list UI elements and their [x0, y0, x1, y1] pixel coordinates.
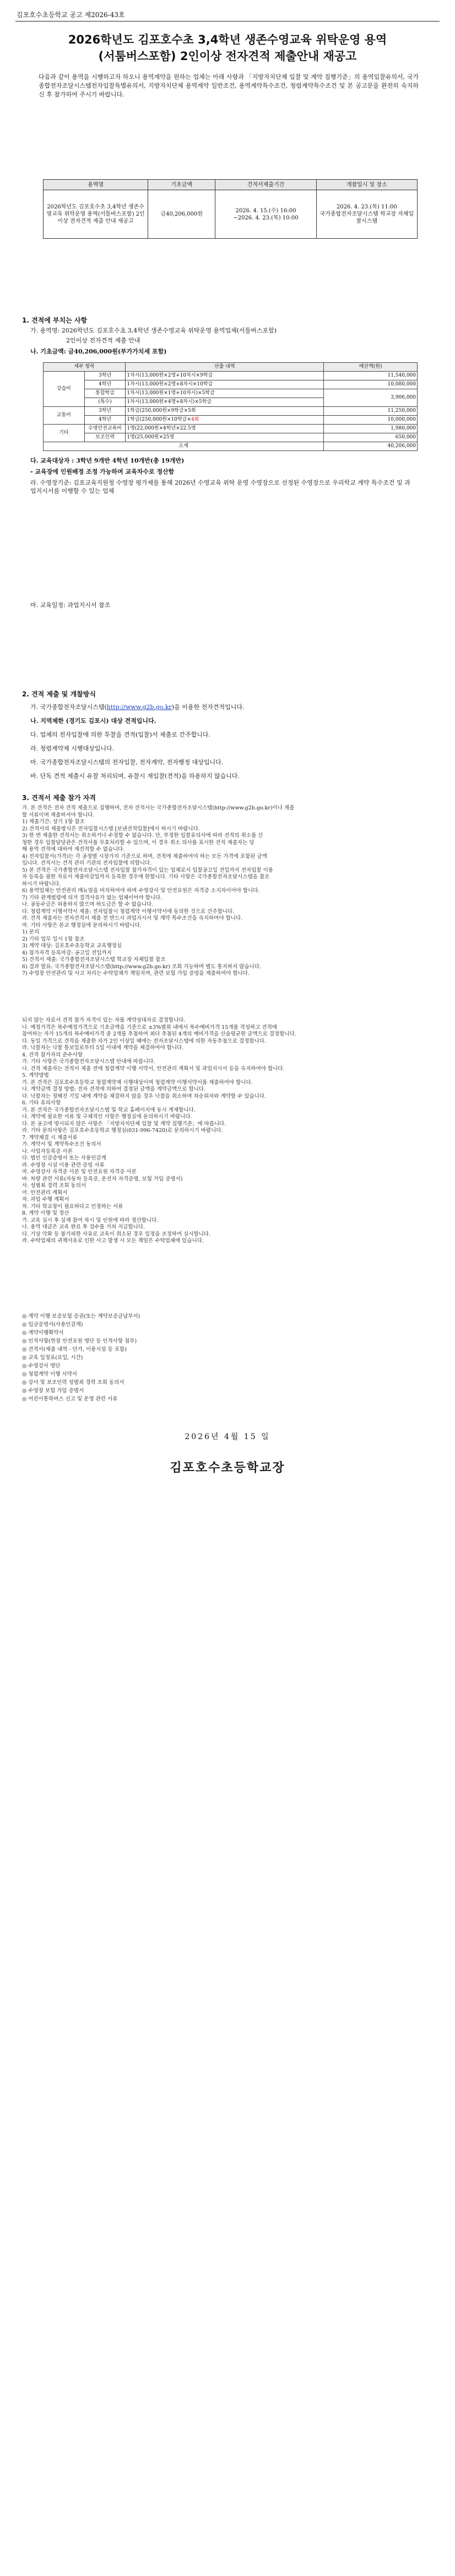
detail-sub: 통합학급: [84, 389, 126, 398]
table-row: [44, 380, 418, 389]
body-line: 8. 계약 이행 및 정산: [22, 1210, 69, 1216]
schedule-line: 마. 교육일정: 과업지시서 참조: [30, 602, 111, 609]
body-line: 다. 낙찰자는 정해진 기일 내에 계약을 체결하지 않을 경우 낙찰을 취소하며 차순위자와 계약할 수 있습니다.: [22, 1093, 266, 1099]
document-item: ◎ 수영강사 명단: [22, 1363, 61, 1369]
detail-sub: 3학년: [84, 407, 126, 416]
body-line: 가. 본 견적은 김포호수초등학교 청렴계약제 시행대상이며 청렴계약 이행서약서를 제출하여야 합니다.: [22, 1079, 253, 1086]
body-line: 나. 공동수급은 허용하지 않으며 하도급은 할 수 없습니다.: [22, 901, 154, 908]
summary-base-amount: 금40,206,000원: [148, 190, 215, 239]
body-line: 다. 법인 인감증명서 또는 사용인감계: [22, 1155, 106, 1161]
summary-header-period: 견적서제출기간: [215, 180, 316, 190]
detail-total-label: 소계: [44, 442, 324, 451]
body-line: 다. 기상 악화 등 불가피한 사유로 교육이 취소된 경우 일정을 조정하여 실시합니다.: [22, 1231, 211, 1237]
table-row: [44, 433, 418, 442]
document-item: ◎ 인적사항(현장 안전요원 명단 등 인적사항 첨부): [22, 1338, 137, 1344]
body-line: 나. 용역 대금은 교육 완료 후 검수를 거쳐 지급합니다.: [22, 1224, 145, 1230]
detail-amount: 11,250,000: [324, 407, 418, 416]
detail-amount: 3,906,000: [324, 389, 418, 407]
issuer-name: 김포호수초등학교장: [170, 1461, 285, 1475]
detail-calc-text: 1학급(250,000원×10학급×: [127, 417, 191, 422]
adjustment-note: - 교육장에 인원배정 조정 가능하며 교육차수로 정산함: [30, 468, 175, 475]
notice-number: 김포호수초등학교 공고 제2026-43호: [17, 11, 125, 19]
document-item: ◎ 교육 일정표(요일, 시간): [22, 1355, 83, 1361]
detail-calc: 1차시(13,000원×2명+10차시×9학급: [126, 372, 324, 380]
header-divider: [15, 21, 440, 22]
period-end: ~2026. 4. 23.(목) 10:00: [233, 214, 299, 221]
document-item: ◎ 강사 및 보조인력 성범죄 경력 조회 동의서: [22, 1380, 124, 1386]
body-line: 5) 본 견적은 국가종합전자조달시스템 전자입찰 참가자격이 있는 업체로서 입찰공고일 전일까지 전자입찰 이용: [22, 867, 273, 873]
table-row: [44, 425, 418, 433]
single-bid-note: 바. 단독 견적 제출시 유찰 처리되며, 유찰시 재입찰(견적)을 하용하지 않습니다.: [30, 772, 240, 780]
opening-date: 2026. 4. 23.(목) 11:00: [336, 204, 397, 210]
section-3-body: [22, 805, 435, 978]
body-line: 가. 본 견적은 전자 견적 제출으로 집행하며, 전자 견적서는 국가종합전자조달시스템(http://www.g2b.go.kr)이나 제출: [22, 805, 295, 811]
body-line: 마. 기타 사항은 본교 행정실에 문의하시기 바랍니다.: [22, 922, 142, 929]
body-line: 사. 성범죄 경력 조회 동의서: [22, 1183, 86, 1189]
detail-sub: (특수): [84, 398, 126, 407]
body-line: 나. 계약에 필요한 서류 및 구체적인 사항은 행정실에 문의하시기 바랍니다.: [22, 1114, 192, 1120]
body-line: 라. 수탁업체의 귀책사유로 인한 사고 발생 시 모든 책임은 수탁업체에 있습니다.: [22, 1238, 204, 1244]
g2b-line-pre: 가. 국가종합전자조달시스템(: [30, 704, 107, 711]
document-item: ◎ 계약이행확약서: [22, 1330, 64, 1336]
body-line: 3) 한 번 제출한 견적서는 취소하거나 수정할 수 없습니다. 단, 부정한 입찰유의사에 따라 견적의 취소를 신: [22, 833, 263, 839]
detail-sub: 보조인력: [84, 433, 126, 442]
detail-header-amount: 예산액(원): [324, 363, 418, 372]
section-1-title: 1. 견적에 부치는 사항: [22, 316, 88, 324]
body-line: 나. 예정가격은 복수예정가격으로 기초금액을 기준으로 ±3%범위 내에서 복수예비가격 15개를 작성하고 견적에: [22, 1024, 277, 1031]
body-line: 2) 기타 업무 일시 1항 참조: [22, 936, 85, 942]
body-line: 라. 낙찰자는 낙찰 통보일로부터 5일 이내에 계약을 체결하여야 합니다.: [22, 1045, 184, 1051]
g2b-link[interactable]: http://www.g2b.go.kr: [106, 704, 172, 711]
detail-calc: 1명(22,000원×4학년×22.5명: [126, 425, 324, 433]
detail-amount: 10,000,000: [324, 416, 418, 425]
body-line: 아. 안전관리 계획서: [22, 1189, 68, 1196]
body-line: 다. 본 공고에 명시되지 않은 사항은 「지방자치단체 입찰 및 계약 집행기준」에 따릅니다.: [22, 1120, 226, 1127]
body-line: 할 서류이며 제출하셔야 합니다.: [22, 812, 95, 818]
summary-header-opening: 개찰일시 및 장소: [316, 180, 417, 190]
body-line: 해 용역 견적에 대하여 재견적할 수 없습니다.: [22, 846, 125, 852]
document-item: ◎ 계약 이행 보증보험 증권(또는 계약보증금납부서): [22, 1313, 140, 1319]
body-line: 7) 수영장 안전관리 및 사고 처리는 수탁업체가 책임지며, 관련 보험 가입 증빙을 제출하여야 합니다.: [22, 970, 250, 976]
target-students-line: 다. 교육대상자 : 3학년 9개반 4학년 10개반(총 19개반): [30, 457, 185, 464]
body-line: 6) 결과 발표: 국가종합전자조달시스템(http://www.g2b.go.kr) 조회 가능하며 별도 통지하지 않습니다.: [22, 963, 261, 970]
g2b-line-post: )을 이용한 전자견적입니다.: [171, 704, 245, 711]
body-line: 3) 계약 대상: 김포호수초등학교 교육행정실: [22, 943, 122, 949]
body-line: 하시기 바랍니다.: [22, 881, 61, 887]
body-line: 가. 교육 실시 후 실제 참여 차시 및 인원에 따라 정산합니다.: [22, 1217, 159, 1223]
body-line: 6. 기타 유의사항: [22, 1100, 61, 1106]
body-line: 라. 기타 문의사항은 김포호수초등학교 행정실(031-996-7420)로 문의하시기 바랍니다.: [22, 1128, 223, 1134]
summary-opening: [316, 190, 417, 239]
submission-note: 다. 업체의 전자입찰에 의한 투찰을 견적(입찰)서 제출로 간주합니다.: [30, 731, 210, 738]
body-line: 되지 않는 자로서 견적 참가 자격이 있는 자를 계약상대자로 결정합니다.: [22, 1017, 186, 1023]
summary-table: [43, 179, 418, 239]
detail-amount: 11,540,000: [324, 372, 418, 380]
body-line: 7. 계약체결 시 제출서류: [22, 1134, 78, 1141]
body-line: 다. 동일 가격으로 견적을 제출한 자가 2인 이상일 때에는 전자조달시스템에 의한 자동추첨으로 결정합니다.: [22, 1038, 266, 1044]
required-documents-list: [22, 1312, 435, 1403]
body-line: 가. 계약서 및 계약특수조건 동의서: [22, 1141, 101, 1147]
opening-place: 국가종합전자조달시스템 학교장 자체입찰시스템: [319, 211, 414, 224]
body-line: 나. 사업자등록증 사본: [22, 1148, 73, 1155]
detail-calc: [126, 416, 324, 425]
body-line: 5) 견적서 제출: 국가종합전자조달시스템 학교장 자체입찰 참조: [22, 957, 166, 963]
body-line: 자. 과업 수행 계획서: [22, 1196, 69, 1203]
table-row: [44, 372, 418, 380]
body-line: 바. 차량 관련 서류(자동차 등록증, 운전자 자격증명, 보험 가입 증명서): [22, 1176, 183, 1182]
g2b-line: [30, 703, 244, 711]
detail-category: 강습비: [44, 372, 85, 407]
detail-category: 교통비: [44, 407, 85, 425]
section-2-title: 2. 견적 제출 및 개찰방식: [22, 690, 96, 698]
document-item: ◎ 수영장 보험 가입 증명서: [22, 1388, 84, 1394]
page-title: 2026학년도 김포호수초 3,4학년 생존수영교육 위탁운영 용역: [68, 33, 387, 46]
body-line: 가. 본 견적은 국가종합전자조달시스템 및 학교 홈페이지에 동시 게재합니다.: [22, 1107, 196, 1113]
table-row: [44, 416, 418, 425]
service-name-line: 가. 용역명: 2026학년도 김포호수초 3,4학년 생존수영교육 위탁운영 용역업체(서틀버스포함): [30, 327, 277, 334]
body-line: 입니다. 견적서는 견적 관리 기관의 전자입찰에 의합니다.: [22, 860, 152, 866]
detail-sub: 4학년: [84, 416, 126, 425]
body-line: 1) 제출기간: 상기 1항 참조: [22, 819, 85, 825]
intro-paragraph: 다음과 같이 용역을 시행하고자 하오니 용역계약을 원하는 업체는 아래 사항과 「지방자치단체 입찰 및 계약 집행기준」의 용역입찰유의서, 국가종합전자조달시스템전자입찰특별유의서, 지방자치단체 용역계약 일반조건, 용역계약특수조건, 청렴계약특수조건 및 본 공고문을 완전히 숙지하신 후 참가하여 주시기 바랍니다.: [39, 73, 419, 98]
detail-sub: 4학년: [84, 380, 126, 389]
table-row: [44, 407, 418, 416]
detail-sub: 수영안전교육비: [84, 425, 126, 433]
table-total-row: [44, 442, 418, 451]
body-line: 7) 기타 관계법령에 의거 결격사유가 없는 업체이어야 합니다.: [22, 894, 162, 901]
body-line: 4) 전자입찰서(가격)는 각 공정별 시장가치 기준으로 하며, 견적에 제출하여야 하는 모든 가격에 포함된 금액: [22, 853, 267, 860]
body-line: 참여하는 자가 15개의 복수예비가격 중 2개를 추첨하여 최다 추첨된 4개의 예비가격을 산술평균한 금액으로 결정합니다.: [22, 1031, 296, 1037]
budget-detail-table: [43, 362, 418, 451]
body-line: 라. 견적 제출자는 전자견적서 제출 전 반드시 과업지시서 및 계약 특수조건을 숙지하여야 합니다.: [22, 915, 243, 921]
contract-terms-body: [22, 1017, 435, 1245]
detail-header-item: 세부 항목: [44, 363, 126, 372]
notice-date: 2026년 4월 15 일: [185, 1432, 270, 1441]
page-subtitle: (서툼버스포함) 2인이상 전자견적 제출안내 재공고: [98, 50, 357, 63]
body-line: 다. 청렴계약 이행서약서 제출: 전자입찰시 청렴계약 이행서약서에 동의한 것으로 간주합니다.: [22, 908, 235, 915]
region-restriction: 나. 지역제한 (경기도 김포시) 대상 견적입니다.: [30, 717, 156, 724]
period-start: 2026. 4. 15.(수) 16:00: [235, 207, 296, 214]
detail-amount: 10,080,000: [324, 380, 418, 389]
body-line: 5. 계약방법: [22, 1072, 49, 1078]
document-item: ◎ 청렴계약 이행 서약서: [22, 1371, 77, 1377]
summary-header-amount: 기초금액: [148, 180, 215, 190]
body-line: 라. 수영장 시설 이용 관련 증빙 서류: [22, 1162, 105, 1168]
body-line: 청한 경우 입찰담당관은 견적서를 무효처리할 수 있으며, 이 경우 취소 의사를 표시한 견적 제출자는 당: [22, 839, 254, 846]
body-line: 4) 참가자격 등록마감: 공고일 전일까지: [22, 949, 112, 956]
detail-sub: 3학년: [84, 372, 126, 380]
body-line: 6) 용역업체는 안전관리 매뉴얼을 비치하여야 하며 수영강사 및 안전요원은 자격증 소지자이어야 합니다.: [22, 888, 260, 894]
detail-calc-highlight: 4회: [191, 417, 199, 422]
body-line: 자 등록을 필한 자로서 제출마감일까지 등록한 경우에 한합니다. 기타 사항은 국가종합전자조달시스템을 참조: [22, 874, 270, 880]
summary-period: [215, 190, 316, 239]
table-row: [44, 389, 418, 398]
detail-header-calc: 산출 내역: [126, 363, 324, 372]
body-line: 나. 견적 제출자는 견적서 제출 전에 청렴계약 이행 서약서, 안전관리 계획서 및 과업지시서 등을 숙지하여야 합니다.: [22, 1065, 285, 1072]
body-line: 마. 수영강사 자격증 사본 및 안전요원 자격증 사본: [22, 1169, 137, 1175]
body-line: 차. 기타 학교장이 필요하다고 인정하는 서류: [22, 1203, 123, 1210]
integrity-note: 라. 청렴계약제 시행대상입니다.: [30, 745, 115, 752]
detail-calc: 1명(25,000원×25명: [126, 433, 324, 442]
summary-service-name: 2026학년도 김포호수초 3,4학년 생존수영교육 위탁운영 용역(서틀버스포함) 2인이상 전자견적 제출 안내 재공고: [44, 190, 148, 239]
body-line: 1) 문의: [22, 929, 40, 935]
detail-amount: 650,000: [324, 433, 418, 442]
body-line: 나. 계약금액 결정 방법: 전자 견적에 의하여 결정된 금액을 계약금액으로 합니다.: [22, 1086, 206, 1092]
pool-criteria: 라. 수영장기준: 김포교육지원청 수영장 평가제를 통해 2026년 수영교육 위탁 운영 수영장으로 선정된 수영장으로 우리학교 계약 특수조건 및 과업지시서를 이행할 수 있는 업체: [30, 479, 410, 495]
service-name-line-2: 2인이상 전자견적 제출 안내: [66, 337, 140, 344]
document-item: ◎ 어린이통학버스 신고 및 운영 관련 서류: [22, 1396, 118, 1402]
detail-amount: 1,980,000: [324, 425, 418, 433]
detail-calc: 1학급(250,000원×9학급×5회: [126, 407, 324, 416]
body-line: 2) 견적서의 제출방식은 전자입찰시스템 [보낸견적입찰]에서 하시기 바랍니다.: [22, 825, 200, 832]
section-3-title: 3. 견적서 제출 참가 자격: [22, 794, 96, 802]
body-line: 가. 기타 사항은 국가종합전자조달시스템 안내에 따릅니다.: [22, 1059, 155, 1065]
detail-calc: 1차시(13,000원×4명+8차시)×5학급: [126, 398, 324, 407]
detail-category: 기타: [44, 425, 85, 442]
detail-calc: 1차시(13,000원×2명+8차시×10학급: [126, 380, 324, 389]
e-procurement-note: 마. 국가종합전자조달시스템의 전자입찰, 전자계약, 전자행정 대상입니다.: [30, 759, 224, 766]
document-item: ◎ 입금증명서(사용인감계): [22, 1322, 83, 1328]
body-line: 4. 견적 참가자의 준수사항: [22, 1051, 83, 1058]
document-item: ◎ 견적서(제출 내역 - 단가, 이용시설 등 포함): [22, 1346, 127, 1353]
base-amount-line: 나. 기초금액: 금40,206,000원(부가가치세 포함): [30, 348, 167, 355]
summary-header-name: 용역명: [44, 180, 148, 190]
detail-calc: 1차시(13,000원×1명+10차시)×5학급: [126, 389, 324, 398]
detail-total-amount: 40,206,000: [324, 442, 418, 451]
